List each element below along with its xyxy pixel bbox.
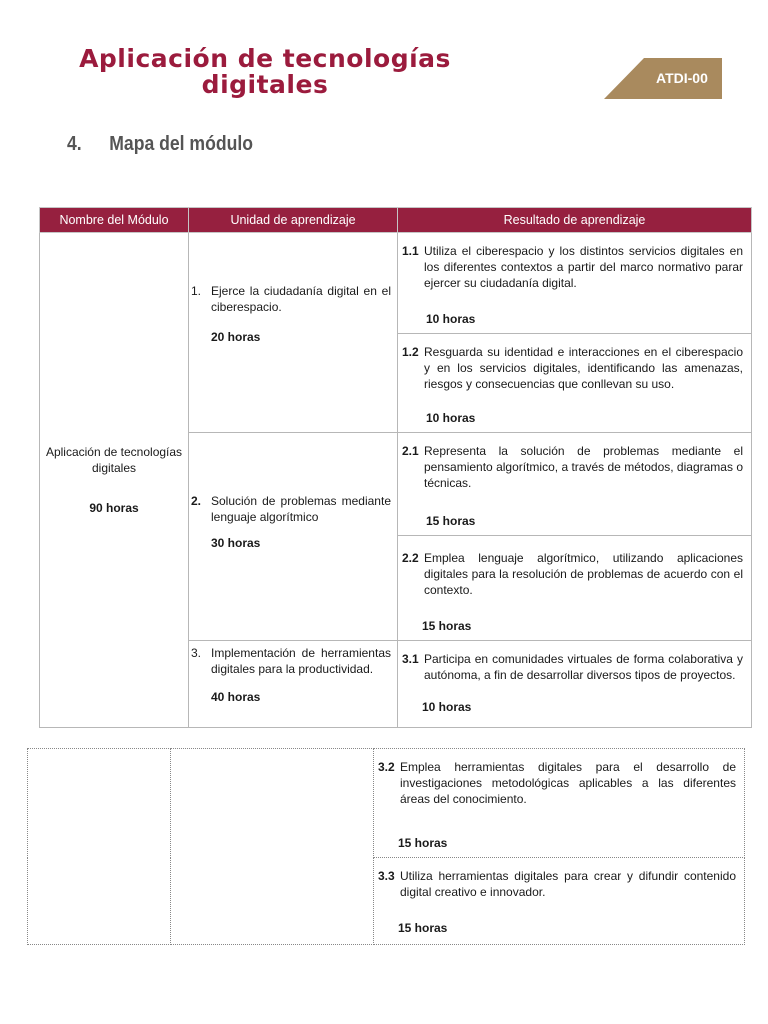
module-map-table [39, 207, 752, 728]
module-map-table-continued [27, 748, 745, 945]
document-title [20, 46, 510, 98]
result-hours: 15 horas [422, 619, 472, 633]
module-name: Aplicación de tecnologías digitales [45, 445, 183, 475]
result-cell [398, 536, 752, 641]
result-text: Resguarda su identidad e interacciones en el ciberespacio y en los servicios digitales, identificando las amenazas, riesgos y consecuencias que conllevan su uso. [424, 345, 743, 391]
result-hours: 10 horas [426, 312, 476, 326]
table-row [28, 749, 745, 858]
unit-hours: 40 horas [211, 690, 261, 704]
unit-title: Implementación de herramientas digitales para la productividad. [211, 646, 391, 676]
unit-number: 2. [191, 494, 202, 508]
module-hours: 90 horas [89, 501, 139, 515]
header-learning-result: Resultado de aprendizaje [398, 208, 752, 233]
section-title: Mapa del módulo [109, 133, 253, 155]
unit-number: 3. [191, 646, 202, 660]
header-module-name: Nombre del Módulo [40, 208, 189, 233]
unit-hours: 20 horas [211, 330, 261, 344]
unit-title: Ejerce la ciudadanía digital en el ciberespacio. [211, 284, 391, 314]
result-text: Utiliza herramientas digitales para crear y difundir contenido digital creativo e innovador. [400, 869, 736, 899]
unit-cell [189, 433, 398, 641]
result-number: 3.1 [402, 652, 419, 666]
unit-cell [189, 233, 398, 433]
title-line-1: Aplicación de tecnologías [79, 44, 451, 73]
unit-number: 1. [191, 284, 202, 298]
unit-cell-empty [171, 749, 374, 945]
header-learning-unit: Unidad de aprendizaje [189, 208, 398, 233]
result-number: 1.1 [402, 244, 419, 258]
document-code-tab [604, 58, 722, 99]
section-number: 4. [67, 133, 82, 155]
result-hours: 15 horas [398, 921, 448, 935]
title-line-2: digitales [201, 70, 329, 99]
unit-hours: 30 horas [211, 536, 261, 550]
result-text: Emplea herramientas digitales para el desarrollo de investigaciones metodológicas aplicables a las diferentes áreas del conocimiento. [400, 760, 736, 806]
result-text: Participa en comunidades virtuales de forma colaborativa y autónoma, a fin de desarrollar diversos tipos de proyectos. [424, 652, 743, 682]
result-hours: 10 horas [422, 700, 472, 714]
result-number: 2.2 [402, 551, 419, 565]
result-cell [398, 233, 752, 334]
section-heading [67, 133, 253, 156]
unit-cell [189, 641, 398, 728]
result-cell [374, 858, 745, 945]
table-header-row [40, 208, 752, 233]
module-cell-empty [28, 749, 171, 945]
result-number: 3.3 [378, 869, 395, 883]
module-cell [40, 233, 189, 728]
document-code: ATDI-00 [656, 70, 708, 86]
result-cell [398, 433, 752, 536]
result-number: 1.2 [402, 345, 419, 359]
table-row [40, 233, 752, 334]
result-cell [398, 641, 752, 728]
result-text: Representa la solución de problemas mediante el pensamiento algorítmico, a través de métodos, diagramas o técnicas. [424, 444, 743, 490]
result-cell [374, 749, 745, 858]
result-text: Emplea lenguaje algorítmico, utilizando aplicaciones digitales para la resolución de problemas de acuerdo con el contexto. [424, 551, 743, 597]
result-number: 2.1 [402, 444, 419, 458]
result-hours: 10 horas [426, 411, 476, 425]
result-hours: 15 horas [426, 514, 476, 528]
result-number: 3.2 [378, 760, 395, 774]
result-hours: 15 horas [398, 836, 448, 850]
result-cell [398, 334, 752, 433]
unit-title: Solución de problemas mediante lenguaje algorítmico [211, 494, 391, 524]
result-text: Utiliza el ciberespacio y los distintos servicios digitales en los diferentes contextos a partir del marco normativo parar ejercer su ciudadanía digital. [424, 244, 743, 290]
